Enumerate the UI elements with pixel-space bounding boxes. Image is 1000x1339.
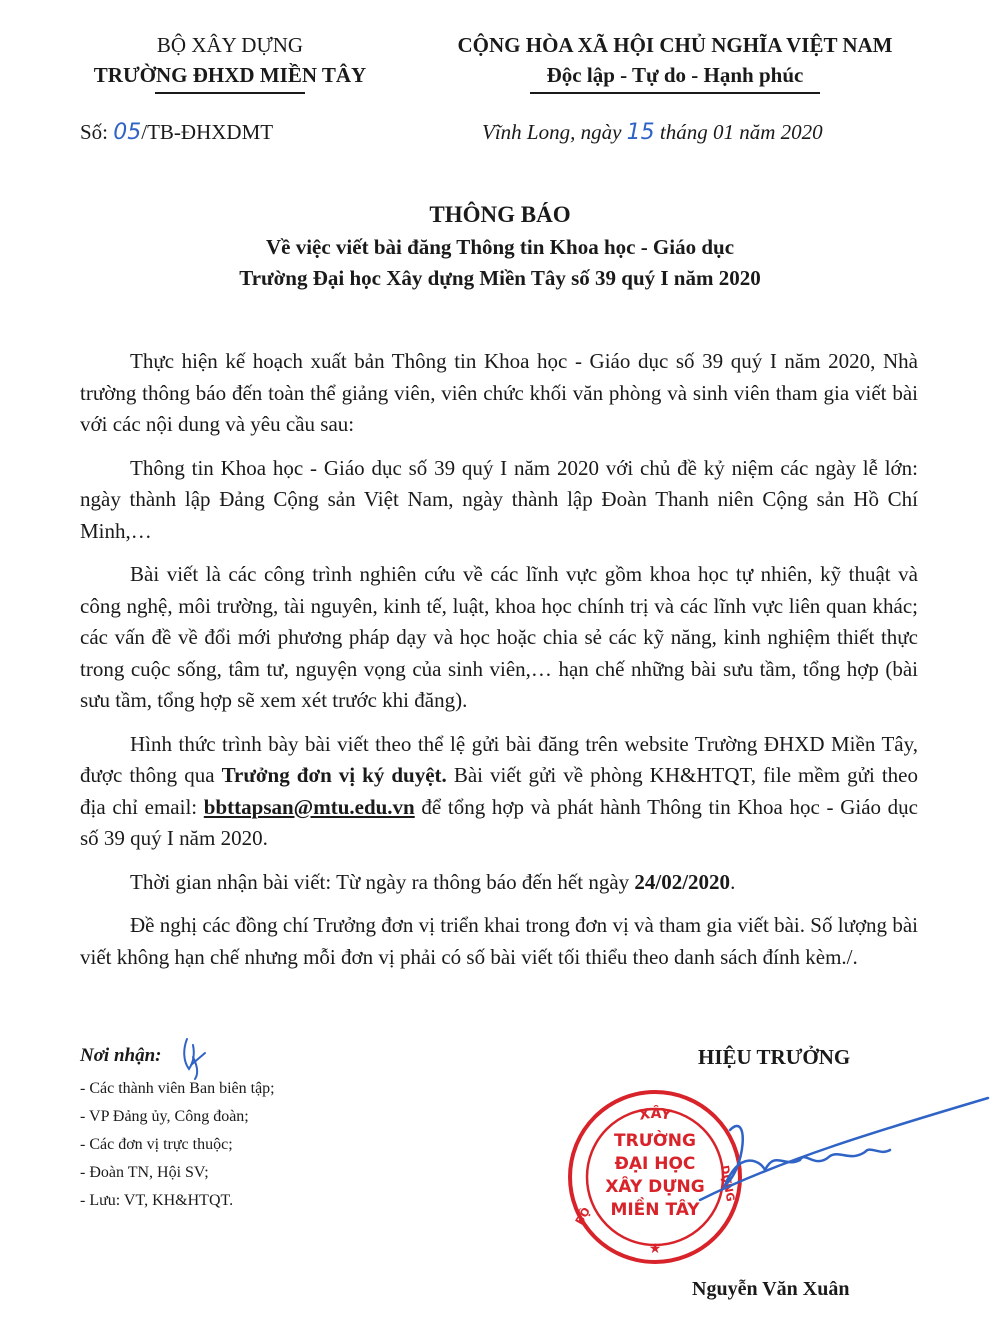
deadline-date: 24/02/2020 xyxy=(634,869,731,894)
title-block xyxy=(0,198,1000,294)
document-number xyxy=(80,120,273,145)
ministry-name: BỘ XÂY DỰNG xyxy=(156,33,304,57)
republic-name: CỘNG HÒA XÃ HỘI CHỦ NGHĨA VIỆT NAM xyxy=(457,33,893,57)
document-title: THÔNG BÁO xyxy=(429,202,571,227)
motto-underline xyxy=(530,92,820,94)
recipients-list xyxy=(80,1075,440,1215)
svg-text:XÂY xyxy=(638,1105,673,1124)
list-item: - Đoàn TN, Hội SV; xyxy=(80,1164,209,1181)
list-item: - Lưu: VT, KH&HTQT. xyxy=(80,1192,234,1209)
list-item: - VP Đảng ủy, Công đoàn; xyxy=(80,1108,249,1125)
svg-text:★: ★ xyxy=(648,1241,662,1257)
approval-note: Trưởng đơn vị ký duyệt. xyxy=(221,763,447,787)
list-item: - Các đơn vị trực thuộc; xyxy=(80,1136,233,1153)
initial-mark-icon xyxy=(175,1035,215,1080)
signatory-title: HIỆU TRƯỞNG xyxy=(698,1045,851,1069)
recipients-block xyxy=(80,1045,440,1215)
paragraph-3: Bài viết là các công trình nghiên cứu về các lĩnh vực gồm khoa học tự nhiên, kỹ thuật và công nghệ, môi trường, tài nguyên, kinh tế, luật, khoa học chính trị và các lĩnh vực liên quan khác; các vấn đề về đổi mới phương pháp dạy và học hoặc chia sẻ các kỹ năng, kinh nghiệm thiết thực trong cuộc sống, tâm tư, nguyện vọng của sinh viên,… hạn chế những bài sưu tầm, tổng hợp (bài sưu tầm, tổng hợp sẽ xem xét trước khi đăng). xyxy=(80,562,918,712)
paragraph-6: Đề nghị các đồng chí Trưởng đơn vị triển khai trong đơn vị và tham gia viết bài. Số lượng bài viết không hạn chế nhưng mỗi đơn vị phải có số bài viết tối thiểu theo danh sách đính kèm./. xyxy=(80,913,918,969)
national-motto: Độc lập - Tự do - Hạnh phúc xyxy=(546,63,804,87)
seal-center-text: TRƯỜNG ĐẠI HỌC XÂY DỰNG MIỀN TÂY xyxy=(605,1131,705,1220)
paragraph-4: Hình thức trình bày bài viết theo thể lệ gửi bài đăng trên website Trường ĐHXD Miền Tây, được thông qua Trưởng đơn vị ký duyệt. Bài viết gửi về phòng KH&HTQT, file mềm gửi theo địa chỉ email: bbttapsan@mtu.edu.vn để tổng hợp và phát hành Thông tin Khoa học - Giáo dục số 39 quý I năm 2020. xyxy=(80,731,918,850)
seal-ring-top: XÂY xyxy=(637,1105,673,1124)
place-date-prefix: Vĩnh Long, ngày xyxy=(482,120,627,144)
school-name: TRƯỜNG ĐHXD MIỀN TÂY xyxy=(93,63,367,87)
seal-ring-left: BỘ xyxy=(572,1205,594,1228)
paragraph-1: Thực hiện kế hoạch xuất bản Thông tin Khoa học - Giáo dục số 39 quý I năm 2020, Nhà trường thông báo đến toàn thể giảng viên, viên chức khối văn phòng và sinh viên tham gia viết bài với các nội dung và yêu cầu sau: xyxy=(80,349,918,436)
place-and-date xyxy=(482,120,823,145)
list-item: - Các thành viên Ban biên tập; xyxy=(80,1080,275,1097)
document-body xyxy=(80,346,918,985)
paragraph-5: Thời gian nhận bài viết: Từ ngày ra thông báo đến hết ngày 24/02/2020. xyxy=(130,869,736,894)
paragraph-2: Thông tin Khoa học - Giáo dục số 39 quý I năm 2020 với chủ đề kỷ niệm các ngày lễ lớn: ngày thành lập Đảng Cộng sản Việt Nam, ngày thành lập Đoàn Thanh niên Cộng sản Hồ Chí Minh,… xyxy=(80,455,918,543)
place-date-suffix: tháng 01 năm 2020 xyxy=(654,120,823,144)
subtitle-line-2: Trường Đại học Xây dựng Miền Tây số 39 quý I năm 2020 xyxy=(239,266,761,290)
doc-number-suffix: /TB-ĐHXDMT xyxy=(141,120,274,144)
subtitle-line-1: Về việc viết bài đăng Thông tin Khoa học - Giáo dục xyxy=(265,235,735,259)
issuer-underline xyxy=(155,92,305,94)
signatory-name: Nguyễn Văn Xuân xyxy=(692,1278,850,1300)
doc-number-prefix: Số: xyxy=(80,120,114,144)
recipients-heading: Nơi nhận: xyxy=(80,1045,162,1066)
signature-icon xyxy=(690,1090,990,1210)
handwritten-number: 05 xyxy=(113,120,142,145)
email-link[interactable]: bbttapsan@mtu.edu.vn xyxy=(203,794,415,819)
issuer-block xyxy=(60,30,400,94)
seal-ring-right: DỰNG xyxy=(717,1164,738,1203)
national-heading xyxy=(405,30,945,94)
handwritten-day: 15 xyxy=(626,120,655,145)
